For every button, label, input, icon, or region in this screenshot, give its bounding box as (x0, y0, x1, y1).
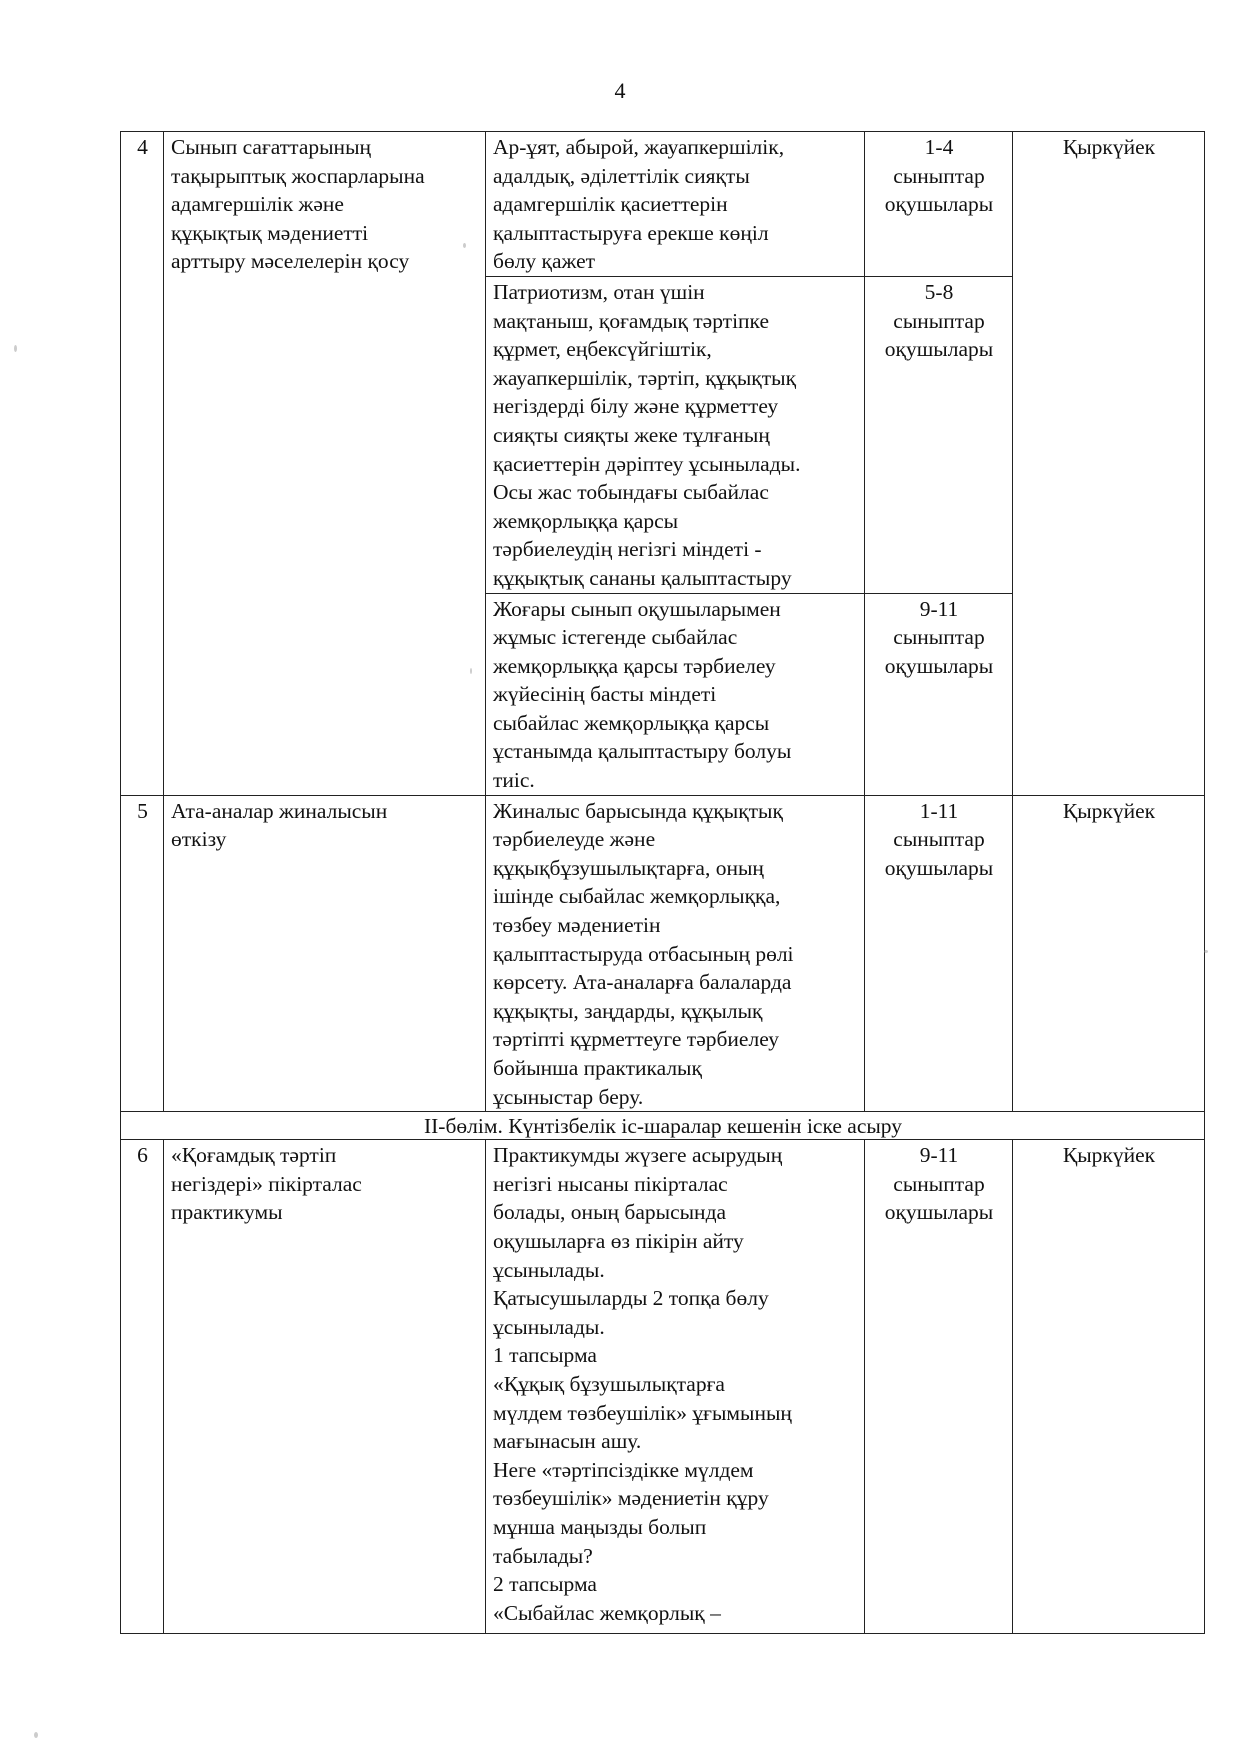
description-line: Ар-ұят, абырой, жауапкершілік, (493, 135, 785, 159)
audience-line: оқушылары (884, 337, 994, 362)
description-line: ұсынылады. (493, 1314, 605, 1339)
audience-line: сыныптар (893, 625, 985, 650)
scan-speck (463, 243, 466, 248)
description-line: жемқорлыққа қарсы (493, 508, 679, 533)
section-row (121, 1112, 1205, 1140)
event-line: құқықтық мәдениетті (171, 220, 369, 245)
event-line: адамгершілік және (171, 192, 344, 217)
audience-line: оқушылары (884, 1200, 994, 1225)
description-line: тәрбиелеудің негізгі міндеті - (493, 537, 762, 562)
description-line: мұнша маңызды болып (493, 1514, 707, 1539)
description-line: төзбеу мәдениетін (493, 913, 661, 938)
event-line: тақырыптық жоспарларына (171, 163, 425, 188)
description-line: қалыптастыруда отбасының рөлі (493, 941, 794, 966)
description-line: жемқорлыққа қарсы тәрбиелеу (493, 653, 776, 678)
description-line: тиіс. (493, 768, 535, 793)
section-heading: ІІ-бөлім. Күнтізбелік іс-шаралар кешенін іске асыру (121, 1112, 1205, 1140)
event-line: арттыру мәселелерін қосу (171, 249, 410, 274)
audience-line: 9-11 (919, 1143, 959, 1168)
page-number: 4 (614, 78, 626, 103)
row-number: 5 (121, 795, 164, 1112)
description-line: ішінде сыбайлас жемқорлыққа, (493, 884, 781, 909)
audience-line: оқушылары (884, 192, 994, 217)
scan-speck (1204, 950, 1208, 953)
description-line: 2 тапсырма (493, 1572, 597, 1597)
description-line: бойынша практикалық (493, 1056, 702, 1080)
description-line: «Сыбайлас жемқорлық – (493, 1600, 721, 1625)
description-line: оқушыларға өз пікірін айту (493, 1228, 744, 1253)
description-line: адалдық, әділеттілік сияқты (493, 163, 750, 188)
description-line: ұсыныстар беру. (493, 1084, 644, 1109)
event-line: практикумы (171, 1200, 283, 1225)
description-line: Жоғары сынып оқушыларымен (493, 596, 781, 621)
description-line: «Құқық бұзушылықтарға (493, 1371, 725, 1396)
event-cell (164, 795, 486, 1112)
description-line: құрмет, еңбексүйгіштік, (493, 337, 712, 362)
description-line: Практикумды жүзеге асырудың (493, 1143, 783, 1168)
description-line: қасиеттерін дәріптеу ұсынылады. (493, 451, 801, 476)
scan-speck (34, 1732, 38, 1738)
description-cell (486, 132, 865, 277)
description-line: тәрбиелеуде және (493, 827, 656, 852)
description-line: сияқты сияқты жеке тұлғаның (493, 422, 770, 447)
description-line: құқықты, заңдарды, құқылық (493, 998, 763, 1023)
description-line: адамгершілік қасиеттерін (493, 192, 728, 217)
description-cell (486, 1140, 865, 1634)
description-cell (486, 593, 865, 795)
audience-cell (865, 593, 1013, 795)
scan-speck (14, 345, 17, 352)
event-cell (164, 132, 486, 796)
audience-line: сыныптар (893, 1171, 985, 1196)
description-line: Осы жас тобындағы сыбайлас (493, 480, 769, 505)
audience-line: 1-4 (924, 135, 954, 159)
event-cell (164, 1140, 486, 1634)
date-cell: Қыркүйек (1013, 795, 1205, 1112)
row-number: 6 (121, 1140, 164, 1634)
description-line: сыбайлас жемқорлыққа қарсы (493, 710, 770, 735)
event-line: өткізу (171, 827, 227, 852)
description-line: Қатысушыларды 2 топқа бөлу (493, 1286, 769, 1311)
description-cell (486, 276, 865, 593)
description-line: Патриотизм, отан үшін (493, 279, 705, 304)
description-line: ұстанымда қалыптастыру болуы (493, 739, 792, 764)
audience-line: оқушылары (884, 855, 994, 880)
audience-cell (865, 1140, 1013, 1634)
description-line: негізгі нысаны пікірталас (493, 1171, 728, 1196)
audience-line: сыныптар (893, 163, 985, 188)
row-number: 4 (121, 132, 164, 796)
event-line: Сынып сағаттарының (171, 135, 372, 159)
audience-cell (865, 795, 1013, 1112)
activity-table (120, 131, 1205, 1634)
description-line: мағынасын ашу. (493, 1429, 642, 1454)
description-line: көрсету. Ата-аналарға балаларда (493, 970, 792, 995)
table-row (121, 1140, 1205, 1634)
description-line: жұмыс істегенде сыбайлас (493, 625, 738, 650)
description-line: Неге «тәртіпсіздікке мүлдем (493, 1457, 754, 1482)
audience-line: 9-11 (919, 596, 959, 621)
description-line: табылады? (493, 1543, 593, 1568)
description-cell (486, 795, 865, 1112)
table-row (121, 132, 1205, 277)
description-line: бөлу қажет (493, 249, 596, 274)
event-line: Ата-аналар жиналысын (171, 798, 388, 823)
audience-cell (865, 132, 1013, 277)
description-line: қалыптастыруға ерекше көңіл (493, 220, 769, 245)
description-line: негіздерді білу және құрметтеу (493, 394, 779, 419)
description-line: 1 тапсырма (493, 1343, 597, 1368)
table-row (121, 795, 1205, 1112)
event-line: «Қоғамдық тәртіп (171, 1143, 337, 1168)
event-line: негіздері» пікірталас (171, 1171, 362, 1196)
description-line: ұсынылады. (493, 1257, 605, 1282)
description-line: жүйесінің басты міндеті (493, 682, 717, 707)
description-line: құқықбұзушылықтарға, оның (493, 855, 764, 880)
description-line: мақтаныш, қоғамдық тәртіпке (493, 308, 770, 333)
audience-line: сыныптар (893, 827, 985, 852)
scan-speck (470, 668, 472, 674)
description-line: болады, оның барысында (493, 1200, 727, 1225)
date-cell: Қыркүйек (1013, 132, 1205, 796)
audience-line: сыныптар (893, 308, 985, 333)
audience-line: 5-8 (924, 279, 954, 304)
description-line: тәртіпті құрметтеуге тәрбиелеу (493, 1027, 779, 1052)
description-line: төзбеушілік» мәдениетін құру (493, 1486, 769, 1511)
audience-line: 1-11 (919, 798, 959, 823)
description-line: жауапкершілік, тәртіп, құқықтық (493, 365, 797, 390)
description-line: Жиналыс барысында құқықтық (493, 798, 783, 823)
audience-cell (865, 276, 1013, 593)
date-cell: Қыркүйек (1013, 1140, 1205, 1634)
description-line: құқықтық сананы қалыптастыру (493, 565, 792, 590)
audience-line: оқушылары (884, 653, 994, 678)
description-line: мүлдем төзбеушілік» ұғымының (493, 1400, 792, 1425)
